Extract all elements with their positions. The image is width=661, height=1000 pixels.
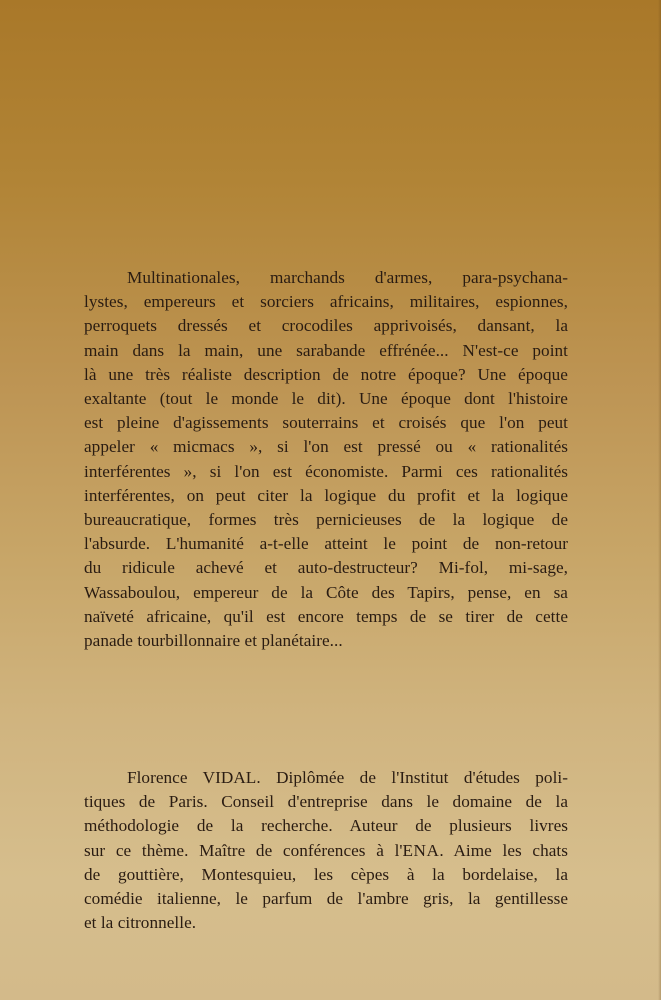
blurb-line: interférentes, on peut citer la logique du profit et la logique <box>84 485 568 505</box>
bio-line <box>84 839 568 863</box>
blurb-line: panade tourbillonnaire et planétaire... <box>84 631 343 651</box>
blurb-line: appeler « micmacs », si l'on est pressé ou « rationalités <box>84 437 568 457</box>
bio-text: . Aime les chats <box>439 840 568 860</box>
blurb-line: l'absurde. L'humanité a-t-elle atteint le point de non-retour <box>84 534 568 554</box>
blurb-line: lystes, empereurs et sorciers africains, militaires, espionnes, <box>84 292 568 312</box>
bio-line: méthodologie de la recherche. Auteur de plusieurs livres <box>84 816 568 836</box>
blurb-line: naïveté africaine, qu'il est encore temps de se tirer de cette <box>84 606 568 626</box>
blurb-line: là une très réaliste description de notre époque? Une époque <box>84 364 568 384</box>
bio-line: comédie italienne, le parfum de l'ambre gris, la gentillesse <box>84 889 568 909</box>
blurb-line: Wassaboulou, empereur de la Côte des Tapirs, pense, en sa <box>84 582 568 602</box>
bio-line: et la citronnelle. <box>84 913 197 933</box>
blurb-line: Multinationales, marchands d'armes, para-psychana- <box>127 268 568 287</box>
blurb-line: bureaucratique, formes très pernicieuses de la logique de <box>84 510 568 530</box>
blurb-line: perroquets dressés et crocodiles apprivoisés, dansant, la <box>84 316 568 336</box>
ena-abbreviation: ENA <box>402 840 440 860</box>
bio-text: sur ce thème. Maître de conférences à l' <box>84 840 403 860</box>
blurb-line: est pleine d'agissements souterrains et croisés que l'on peut <box>84 413 568 433</box>
blurb-line: interférentes », si l'on est économiste. Parmi ces rationalités <box>84 461 568 481</box>
blurb-line: du ridicule achevé et auto-destructeur? Mi-fol, mi-sage, <box>84 558 568 578</box>
blurb-line: exaltante (tout le monde le dit). Une époque dont l'histoire <box>84 389 568 409</box>
bio-line: tiques de Paris. Conseil d'entreprise dans le domaine de la <box>84 792 568 812</box>
bio-line: de gouttière, Montesquieu, les cèpes à la bordelaise, la <box>84 864 568 884</box>
bio-line: Florence VIDAL. Diplômée de l'Institut d'études poli- <box>127 768 568 787</box>
blurb-paragraph <box>84 266 568 653</box>
author-bio-paragraph <box>84 766 568 935</box>
blurb-line: main dans la main, une sarabande effrénée... N'est-ce point <box>84 340 568 360</box>
